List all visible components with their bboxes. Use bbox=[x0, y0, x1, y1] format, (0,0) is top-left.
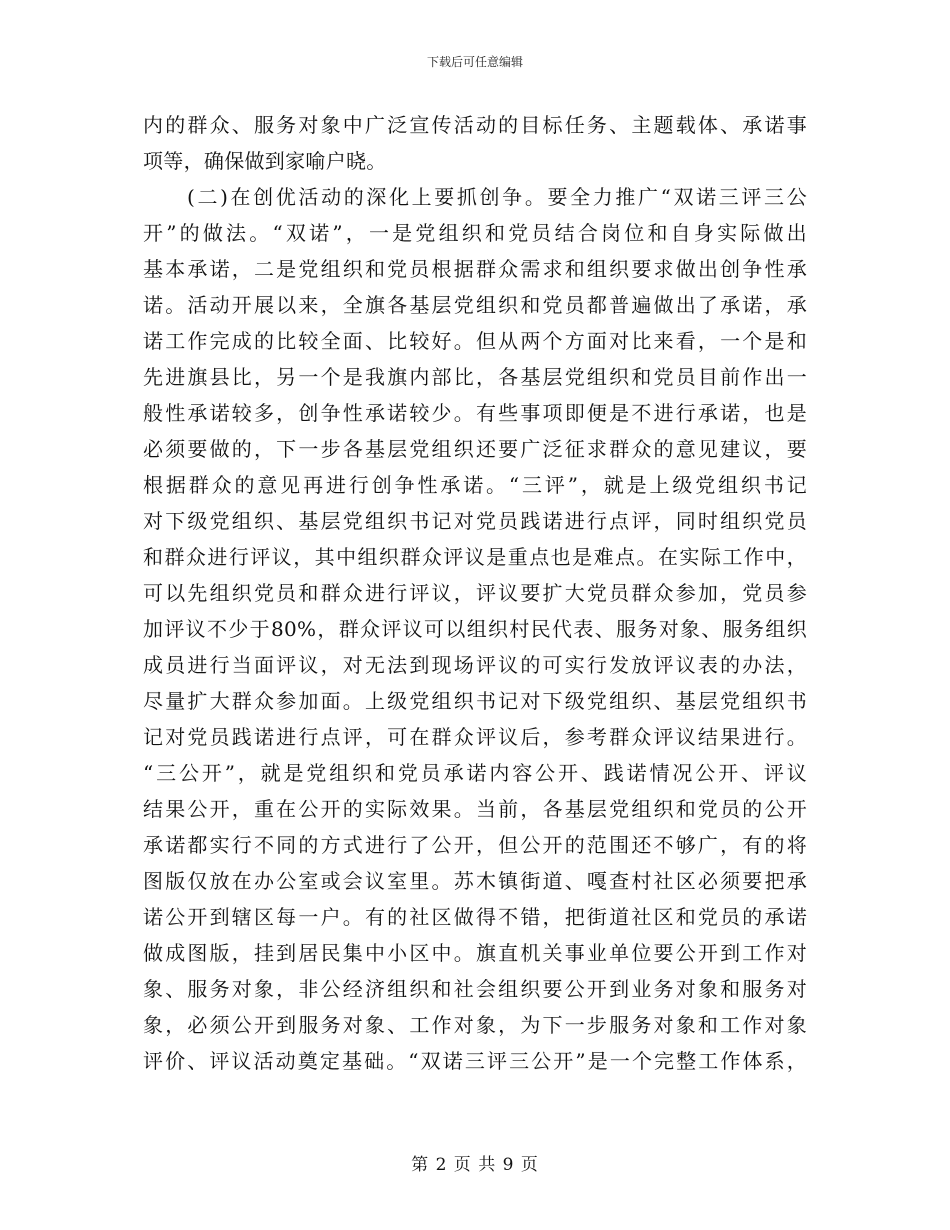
text-line: 诺。活动开展以来，全旗各基层党组织和党员都普遍做出了承诺，承 bbox=[143, 293, 807, 317]
text-line: 和群众进行评议，其中组织群众评议是重点也是难点。在实际工作中， bbox=[143, 545, 807, 569]
text-line: 承诺都实行不同的方式进行了公开，但公开的范围还不够广，有的将 bbox=[143, 833, 807, 857]
text-line: 先进旗县比，另一个是我旗内部比，各基层党组织和党员目前作出一 bbox=[143, 365, 807, 389]
text-line: 般性承诺较多，创争性承诺较少。有些事项即便是不进行承诺，也是 bbox=[143, 401, 807, 425]
text-line: 成员进行当面评议，对无法到现场评议的可实行发放评议表的办法， bbox=[143, 653, 807, 677]
text-line: 图版仅放在办公室或会议室里。苏木镇街道、嘎查村社区必须要把承 bbox=[143, 869, 807, 893]
text-line: “三公开”，就是党组织和党员承诺内容公开、践诺情况公开、评议 bbox=[143, 761, 807, 785]
text-line: 尽量扩大群众参加面。上级党组织书记对下级党组织、基层党组织书 bbox=[143, 689, 807, 713]
text-line: 象、服务对象，非公经济组织和社会组织要公开到业务对象和服务对 bbox=[143, 977, 807, 1001]
text-line: 可以先组织党员和群众进行评议，评议要扩大党员群众参加，党员参 bbox=[143, 581, 807, 605]
text-line: 必须要做的，下一步各基层党组织还要广泛征求群众的意见建议，要 bbox=[143, 437, 807, 461]
page-header-note: 下载后可任意编辑 bbox=[426, 55, 523, 69]
text-line: 记对党员践诺进行点评，可在群众评议后，参考群众评议结果进行。 bbox=[143, 725, 807, 749]
text-line: 内的群众、服务对象中广泛宣传活动的目标任务、主题载体、承诺事 bbox=[143, 113, 807, 137]
text-line: 加评议不少于80%，群众评议可以组织村民代表、服务对象、服务组织 bbox=[143, 617, 807, 641]
text-line: 对下级党组织、基层党组织书记对党员践诺进行点评，同时组织党员 bbox=[143, 509, 807, 533]
text-line: 结果公开，重在公开的实际效果。当前，各基层党组织和党员的公开 bbox=[143, 797, 807, 821]
text-line: 根据群众的意见再进行创争性承诺。“三评”，就是上级党组织书记 bbox=[143, 473, 807, 497]
text-line: 诺工作完成的比较全面、比较好。但从两个方面对比来看，一个是和 bbox=[143, 329, 807, 353]
text-line: 做成图版，挂到居民集中小区中。旗直机关事业单位要公开到工作对 bbox=[143, 941, 807, 965]
text-line: 基本承诺，二是党组织和党员根据群众需求和组织要求做出创争性承 bbox=[143, 257, 807, 281]
text-line: 象，必须公开到服务对象、工作对象，为下一步服务对象和工作对象 bbox=[143, 1013, 807, 1037]
document-body bbox=[143, 107, 807, 1079]
page-number-footer: 第 2 页 共 9 页 bbox=[411, 1155, 539, 1175]
text-line: 开”的做法。“双诺”，一是党组织和党员结合岗位和自身实际做出 bbox=[143, 221, 807, 245]
text-line-paragraph-start: (二)在创优活动的深化上要抓创争。要全力推广“双诺三评三公 bbox=[187, 185, 807, 209]
text-line: 评价、评议活动奠定基础。“双诺三评三公开”是一个完整工作体系， bbox=[143, 1049, 807, 1073]
text-line: 项等，确保做到家喻户晓。 bbox=[143, 149, 387, 173]
text-line: 诺公开到辖区每一户。有的社区做得不错，把街道社区和党员的承诺 bbox=[143, 905, 807, 929]
